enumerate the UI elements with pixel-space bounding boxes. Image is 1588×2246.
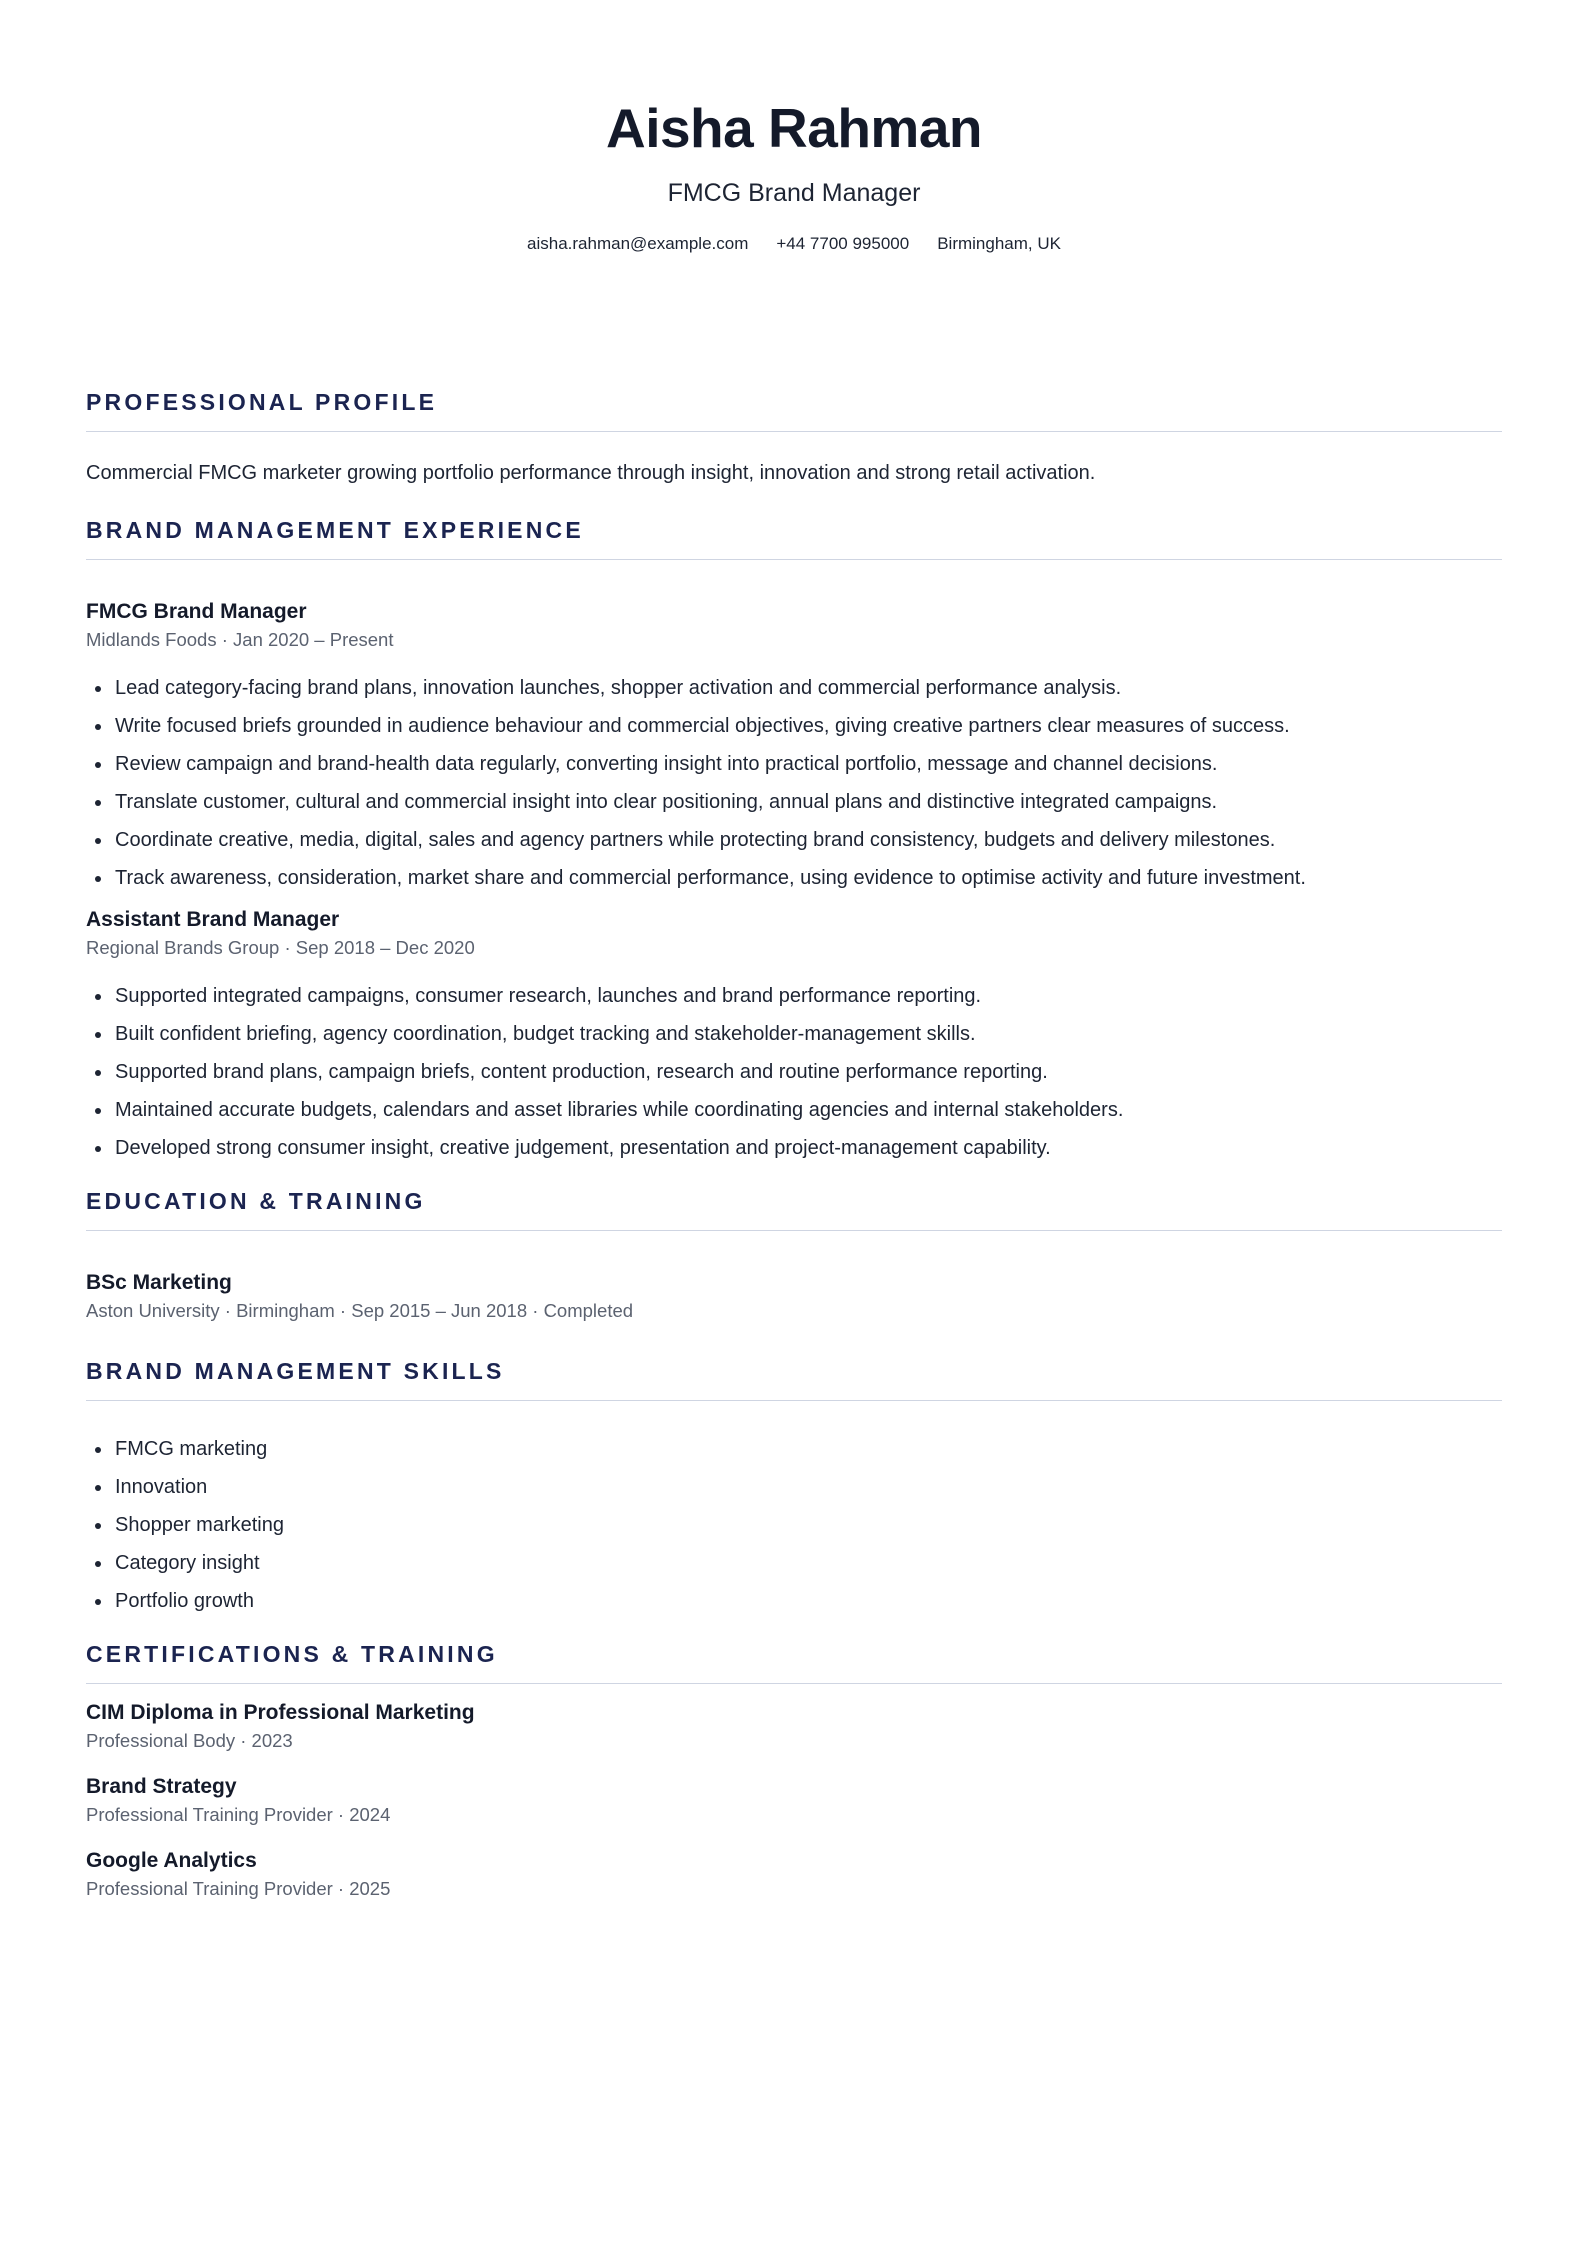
degree-meta: Aston University · Birmingham · Sep 2015 – Jun 2018 · Completed	[86, 1300, 634, 1321]
skills-list	[86, 1435, 1502, 1615]
list-item: Shopper marketing	[115, 1511, 1502, 1539]
section-divider	[86, 559, 1502, 560]
cert-entry	[86, 1847, 1502, 1902]
section-divider	[86, 1230, 1502, 1231]
list-item: Innovation	[115, 1473, 1502, 1501]
list-item: Review campaign and brand-health data regularly, converting insight into practical portfolio, message and channel decisions.	[115, 750, 1502, 778]
list-item: Supported brand plans, campaign briefs, content production, research and routine performance reporting.	[115, 1058, 1502, 1086]
cert-meta: Professional Training Provider · 2025	[86, 1878, 391, 1899]
list-item: Portfolio growth	[115, 1587, 1502, 1615]
list-item: Developed strong consumer insight, creative judgement, presentation and project-management capability.	[115, 1134, 1502, 1162]
list-item: Category insight	[115, 1549, 1502, 1577]
job-bullets	[86, 982, 1502, 1162]
list-item: Write focused briefs grounded in audience behaviour and commercial objectives, giving creative partners clear measures of success.	[115, 712, 1502, 740]
resume-header	[86, 0, 1502, 256]
degree-title: BSc Marketing	[86, 1271, 232, 1294]
education-entry	[86, 1269, 1502, 1324]
section-title-experience: BRAND MANAGEMENT EXPERIENCE	[86, 517, 584, 543]
list-item: Track awareness, consideration, market share and commercial performance, using evidence to optimise activity and future investment.	[115, 864, 1502, 892]
job-entry	[86, 598, 1502, 892]
cert-entry	[86, 1773, 1502, 1828]
candidate-role: FMCG Brand Manager	[667, 179, 921, 207]
skills-section	[86, 1356, 1502, 1615]
contact-line	[86, 232, 1502, 256]
list-item: Supported integrated campaigns, consumer research, launches and brand performance reporting.	[115, 982, 1502, 1010]
job-title: Assistant Brand Manager	[86, 908, 340, 931]
list-item: Lead category-facing brand plans, innovation launches, shopper activation and commercial performance analysis.	[115, 674, 1502, 702]
cert-meta: Professional Body · 2023	[86, 1730, 293, 1751]
list-item: Maintained accurate budgets, calendars and asset libraries while coordinating agencies and internal stakeholders.	[115, 1096, 1502, 1124]
cert-title: Brand Strategy	[86, 1775, 237, 1798]
job-entry	[86, 906, 1502, 1162]
cert-entry	[86, 1699, 1502, 1754]
cert-title: Google Analytics	[86, 1849, 257, 1872]
job-title: FMCG Brand Manager	[86, 600, 307, 623]
certifications-section	[86, 1639, 1502, 1902]
cert-meta: Professional Training Provider · 2024	[86, 1804, 391, 1825]
section-divider	[86, 431, 1502, 432]
list-item: Built confident briefing, agency coordination, budget tracking and stakeholder-management skills.	[115, 1020, 1502, 1048]
cert-title: CIM Diploma in Professional Marketing	[86, 1701, 475, 1724]
section-title-profile: PROFESSIONAL PROFILE	[86, 389, 438, 415]
contact-location: Birmingham, UK	[937, 234, 1061, 253]
list-item: Coordinate creative, media, digital, sales and agency partners while protecting brand consistency, budgets and delivery milestones.	[115, 826, 1502, 854]
job-meta: Regional Brands Group · Sep 2018 – Dec 2020	[86, 937, 475, 958]
candidate-name: Aisha Rahman	[605, 97, 983, 159]
experience-section	[86, 515, 1502, 1162]
job-bullets	[86, 674, 1502, 892]
job-meta: Midlands Foods · Jan 2020 – Present	[86, 629, 394, 650]
section-title-certifications: CERTIFICATIONS & TRAINING	[86, 1641, 498, 1667]
section-title-skills: BRAND MANAGEMENT SKILLS	[86, 1358, 505, 1384]
section-divider	[86, 1400, 1502, 1401]
list-item: Translate customer, cultural and commercial insight into clear positioning, annual plans and distinctive integrated campaigns.	[115, 788, 1502, 816]
education-section	[86, 1186, 1502, 1324]
list-item: FMCG marketing	[115, 1435, 1502, 1463]
section-divider	[86, 1683, 1502, 1684]
contact-phone: +44 7700 995000	[776, 234, 910, 253]
profile-summary: Commercial FMCG marketer growing portfolio performance through insight, innovation and strong retail activation.	[86, 462, 1096, 484]
section-title-education: EDUCATION & TRAINING	[86, 1188, 426, 1214]
contact-email: aisha.rahman@example.com	[527, 234, 749, 253]
profile-section	[86, 387, 1502, 487]
